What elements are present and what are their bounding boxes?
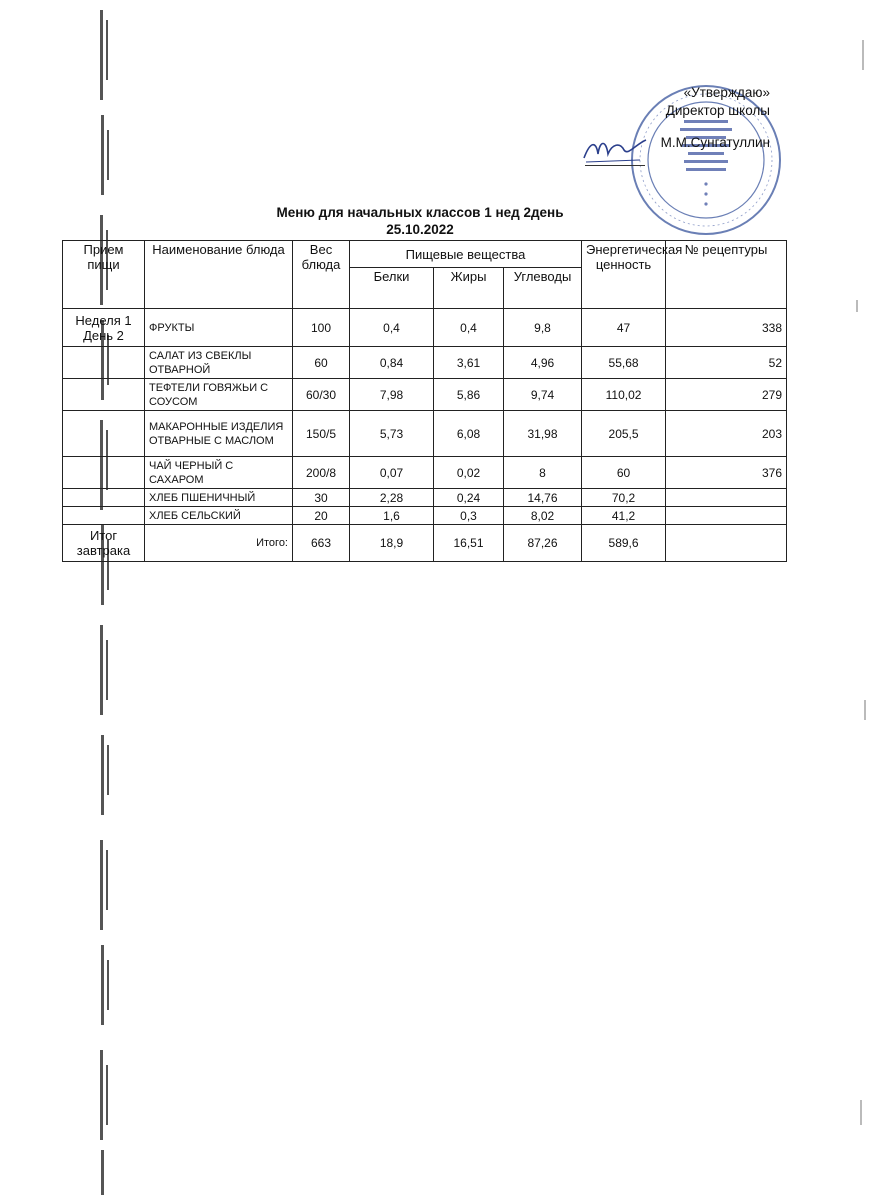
dish-weight: 60/30 <box>293 379 350 411</box>
dish-energy: 110,02 <box>582 379 666 411</box>
dish-protein: 0,4 <box>350 309 434 347</box>
signature-line <box>585 165 645 166</box>
dish-fat: 3,61 <box>434 347 504 379</box>
dish-fat: 0,3 <box>434 507 504 525</box>
dish-fat: 0,4 <box>434 309 504 347</box>
dish-fat: 5,86 <box>434 379 504 411</box>
dish-weight: 30 <box>293 489 350 507</box>
dish-energy: 205,5 <box>582 411 666 457</box>
dish-fat: 6,08 <box>434 411 504 457</box>
header-nutrients: Пищевые вещества <box>350 241 582 268</box>
dish-weight: 200/8 <box>293 457 350 489</box>
dish-recipe: 376 <box>666 457 787 489</box>
director-signature <box>580 132 650 166</box>
meal-cell-empty <box>63 379 145 411</box>
dish-recipe <box>666 507 787 525</box>
dish-name: ЧАЙ ЧЕРНЫЙ С САХАРОМ <box>145 457 293 489</box>
meal-cell-empty <box>63 489 145 507</box>
total-fat: 16,51 <box>434 525 504 562</box>
dish-protein: 1,6 <box>350 507 434 525</box>
meal-cell-empty <box>63 411 145 457</box>
dish-weight: 60 <box>293 347 350 379</box>
dish-carbs: 31,98 <box>504 411 582 457</box>
total-energy: 589,6 <box>582 525 666 562</box>
total-protein: 18,9 <box>350 525 434 562</box>
table-row <box>63 457 787 489</box>
meal-cell-empty <box>63 457 145 489</box>
dish-carbs: 8 <box>504 457 582 489</box>
header-energy: Энергетическая ценность <box>582 241 666 309</box>
table-row <box>63 489 787 507</box>
header-protein: Белки <box>350 268 434 309</box>
table-row <box>63 347 787 379</box>
dish-carbs: 8,02 <box>504 507 582 525</box>
dish-energy: 41,2 <box>582 507 666 525</box>
dish-name: ФРУКТЫ <box>145 309 293 347</box>
total-carbs: 87,26 <box>504 525 582 562</box>
meal-cell-empty <box>63 507 145 525</box>
document-title <box>240 204 600 238</box>
header-meal: Прием пищи <box>63 241 145 309</box>
header-fat: Жиры <box>434 268 504 309</box>
dish-weight: 100 <box>293 309 350 347</box>
dish-carbs: 14,76 <box>504 489 582 507</box>
dish-fat: 0,02 <box>434 457 504 489</box>
approval-position: Директор школы <box>665 103 770 118</box>
dish-weight: 20 <box>293 507 350 525</box>
total-meal-label: Итог завтрака <box>63 525 145 562</box>
dish-recipe: 52 <box>666 347 787 379</box>
dish-recipe: 279 <box>666 379 787 411</box>
dish-protein: 2,28 <box>350 489 434 507</box>
dish-carbs: 9,74 <box>504 379 582 411</box>
header-recipe: № рецептуры <box>666 241 787 309</box>
dish-protein: 0,07 <box>350 457 434 489</box>
dish-energy: 47 <box>582 309 666 347</box>
dish-energy: 55,68 <box>582 347 666 379</box>
dish-fat: 0,24 <box>434 489 504 507</box>
total-label: Итого: <box>145 525 293 562</box>
dish-protein: 7,98 <box>350 379 434 411</box>
header-dish: Наименование блюда <box>145 241 293 309</box>
dish-name: САЛАТ ИЗ СВЕКЛЫ ОТВАРНОЙ <box>145 347 293 379</box>
dish-energy: 70,2 <box>582 489 666 507</box>
total-row <box>63 525 787 562</box>
dish-protein: 0,84 <box>350 347 434 379</box>
dish-name: МАКАРОННЫЕ ИЗДЕЛИЯ ОТВАРНЫЕ С МАСЛОМ <box>145 411 293 457</box>
dish-name: ТЕФТЕЛИ ГОВЯЖЬИ С СОУСОМ <box>145 379 293 411</box>
menu-table <box>62 240 787 562</box>
table-row <box>63 309 787 347</box>
dish-name: ХЛЕБ ПШЕНИЧНЫЙ <box>145 489 293 507</box>
dish-energy: 60 <box>582 457 666 489</box>
header-weight: Вес блюда <box>293 241 350 309</box>
approval-title: «Утверждаю» <box>683 85 770 100</box>
director-name: М.М.Сунгатуллин <box>660 135 770 150</box>
dish-carbs: 4,96 <box>504 347 582 379</box>
meal-label: Неделя 1 День 2 <box>63 309 145 347</box>
dish-recipe: 338 <box>666 309 787 347</box>
title-date: 25.10.2022 <box>386 222 454 237</box>
scan-edge-noise <box>832 0 872 1200</box>
table-row <box>63 507 787 525</box>
header-carbs: Углеводы <box>504 268 582 309</box>
table-row <box>63 411 787 457</box>
table-row <box>63 379 787 411</box>
dish-protein: 5,73 <box>350 411 434 457</box>
dish-carbs: 9,8 <box>504 309 582 347</box>
total-recipe-empty <box>666 525 787 562</box>
dish-name: ХЛЕБ СЕЛЬСКИЙ <box>145 507 293 525</box>
dish-recipe: 203 <box>666 411 787 457</box>
dish-weight: 150/5 <box>293 411 350 457</box>
total-weight: 663 <box>293 525 350 562</box>
scan-binding-strip <box>92 0 128 1200</box>
title-line: Меню для начальных классов 1 нед 2день <box>276 205 564 220</box>
dish-recipe <box>666 489 787 507</box>
meal-cell-empty <box>63 347 145 379</box>
